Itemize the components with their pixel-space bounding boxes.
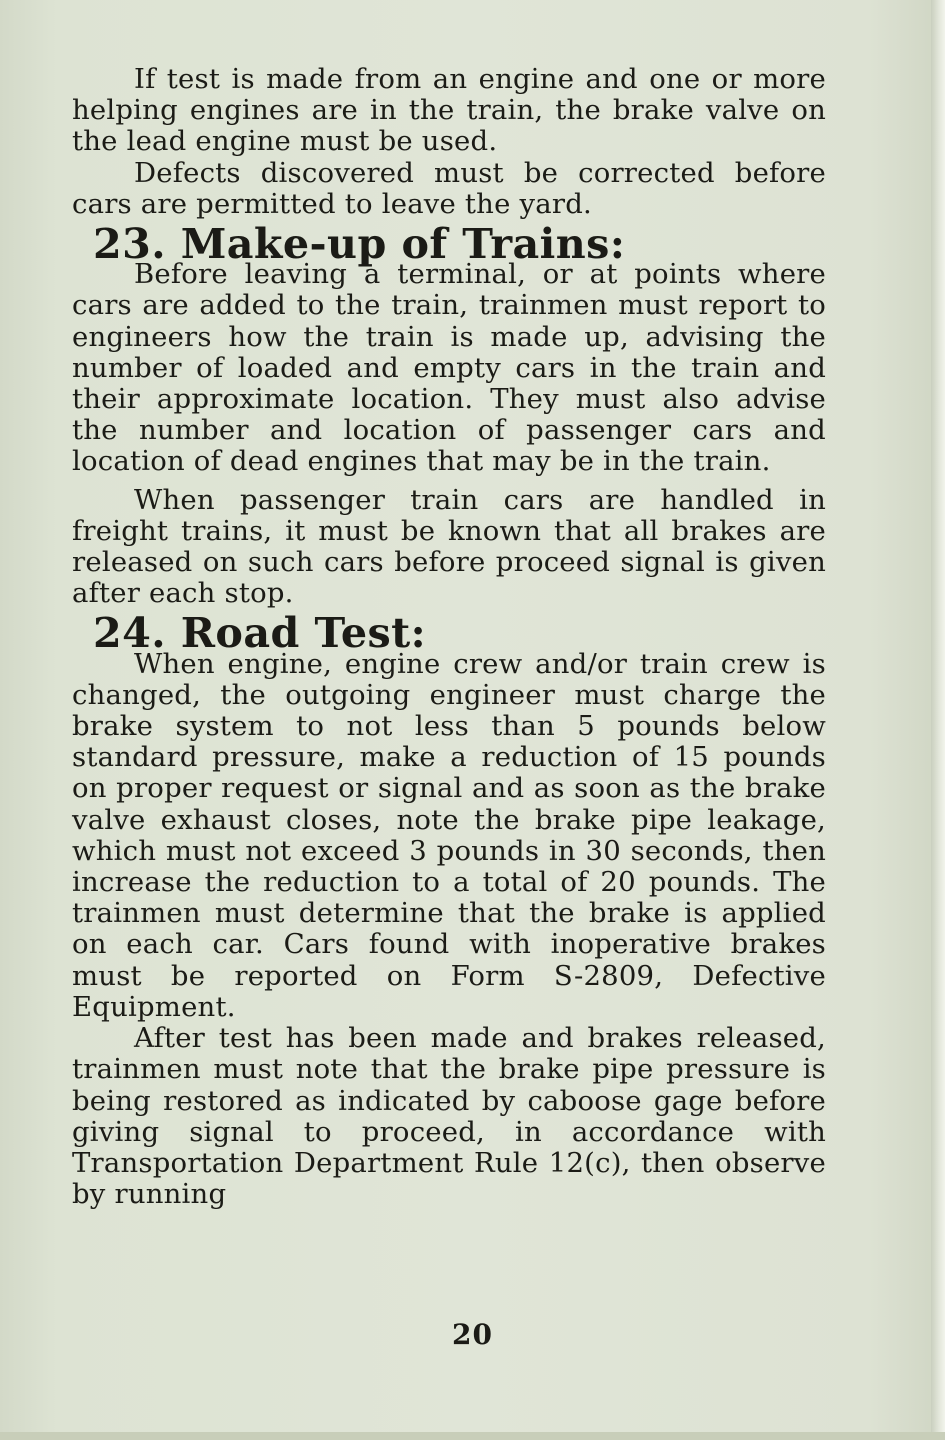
paragraph-road-test-procedure: When engine, engine crew and/or train crew is changed, the outgoing engineer must charge the brake system to not less than 5 pounds below standard pressure, make a reduction of 15 pounds on proper request or signal and as soon as the brake valve exhaust closes, note the brake pipe leakage, which must not exceed 3 pounds in 30 seconds, then increase the reduction to a total of 20 pounds. The trainmen must determine that the brake is applied on each car. Cars found with inoperative brakes must be reported on Form S-2809, Defective Equipment. [72, 647, 826, 1023]
page-edge [931, 0, 945, 1440]
page-bottom-edge [0, 1432, 945, 1440]
section-heading-24: 24. Road Test: [93, 608, 427, 658]
paragraph-passenger-cars: When passenger train cars are handled in freight trains, it must be known that all brakes are released on such cars before proceed signal is given after each stop. [72, 483, 826, 610]
section-heading-23: 23. Make-up of Trains: [93, 219, 626, 269]
paragraph-helping-engines: If test is made from an engine and one or more helping engines are in the train, the brake valve on the lead engine must be used. [72, 63, 826, 158]
paragraph-defects: Defects discovered must be corrected before cars are permitted to leave the yard. [72, 156, 826, 220]
page-number: 20 [452, 1318, 493, 1351]
paragraph-make-up-report: Before leaving a terminal, or at points where cars are added to the train, trainmen must report to engineers how the train is made up, advising the number of loaded and empty cars in the train and their approximate location. They must also advise the number and location of passenger cars and location of dead engines that may be in the train. [72, 258, 826, 478]
page-text [72, 64, 826, 1210]
paragraph-after-test: After test has been made and brakes released, trainmen must note that the brake pipe pressure is being restored as indicated by caboose gage before giving signal to proceed, in accordance with Transportation Department Rule 12(c), then observe by running [72, 1022, 826, 1211]
